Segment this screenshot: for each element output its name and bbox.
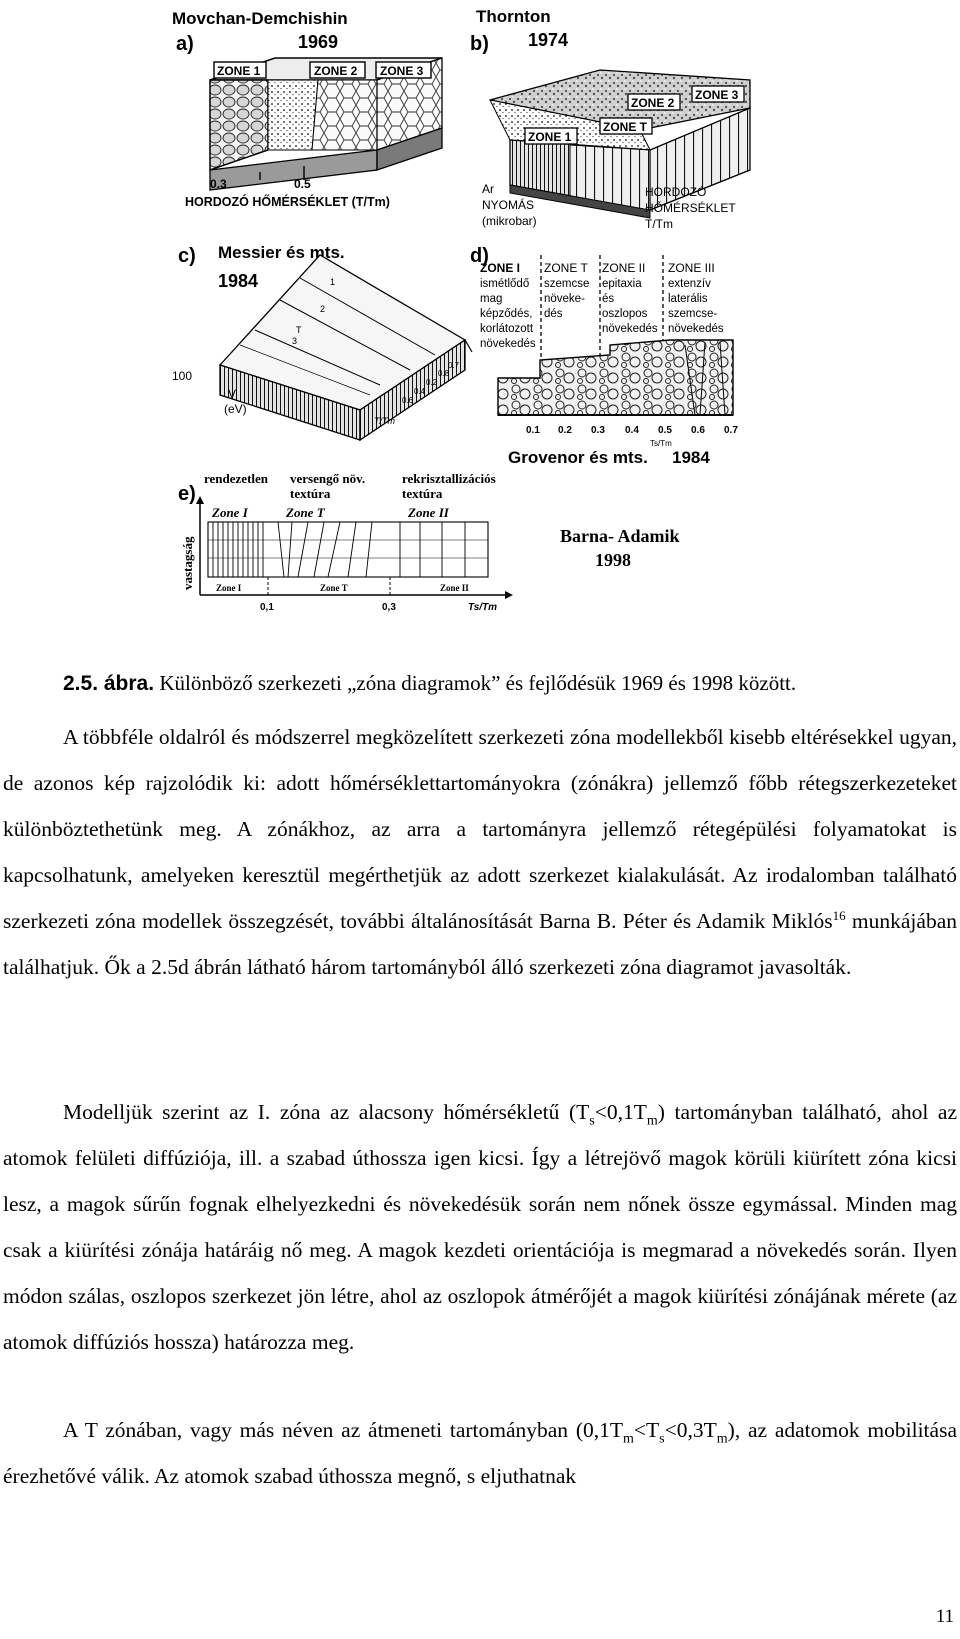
fig-d-zone3-l4: növekedés — [668, 323, 724, 335]
fig-d-axis: Ts/Tm — [650, 439, 672, 448]
paragraph-3-text-c: <0,3T — [664, 1418, 717, 1442]
fig-e-top-label-3a: rekrisztallizációs — [402, 471, 496, 486]
fig-e-author: Barna- Adamik — [560, 526, 680, 546]
fig-c-tick-2: 0.4 — [414, 387, 426, 396]
fig-d-tick-6: 0.6 — [691, 425, 705, 436]
fig-e-bottom-zone-2: Zone T — [320, 583, 348, 593]
fig-d-zone1-l5: növekedés — [480, 338, 536, 350]
fig-d-tick-4: 0.4 — [625, 425, 639, 436]
fig-d-zone1-l3: képződés, — [480, 308, 533, 320]
figure-caption — [63, 670, 796, 697]
fig-d-zone1-l4: korlátozott — [480, 323, 534, 335]
fig-e-y-axis: vastagság — [180, 536, 195, 590]
fig-d-zone3-l1: extenzív — [668, 278, 711, 290]
zone-diagrams-figure — [172, 0, 780, 630]
fig-c-v-axis-line1: V — [228, 387, 237, 401]
fig-d-tick-2: 0.2 — [558, 425, 572, 436]
fig-c-mark-2: 2 — [320, 304, 326, 314]
fig-d-zone2-title: ZONE II — [602, 261, 646, 275]
fig-d-zone2-l3: oszlopos — [602, 308, 648, 320]
fig-d-year: 1984 — [672, 448, 710, 467]
fig-a-zone1: ZONE 1 — [217, 64, 261, 78]
paragraph-1 — [3, 714, 957, 990]
fig-e-letter: e) — [178, 483, 196, 505]
fig-e-top-label-3b: textúra — [402, 486, 443, 501]
fig-b-year: 1974 — [528, 30, 569, 50]
fig-d-microstructure — [498, 340, 733, 415]
fig-b-axis2-line1: HORDOZÓ — [645, 185, 707, 199]
fig-e-tick-2: 0,3 — [382, 602, 396, 613]
paragraph-3-text-a: A T zónában, vagy más néven az átmeneti tartományban (0,1T — [63, 1418, 624, 1442]
fig-c-year: 1984 — [218, 271, 259, 291]
paragraph-2-text-a: Modelljük szerint az I. zóna az alacsony hőmérsékletű (T — [63, 1100, 590, 1124]
fig-c-mark-1: 1 — [330, 277, 336, 287]
fig-d-zone3-title: ZONE III — [668, 261, 715, 275]
fig-e-axis: Ts/Tm — [468, 602, 498, 613]
fig-a-axis: HORDOZÓ HŐMÉRSÉKLET (T/Tm) — [185, 195, 390, 209]
paragraph-2 — [3, 1089, 957, 1365]
fig-d-zone1-l2: mag — [480, 293, 503, 305]
subscript-m: m — [623, 1431, 634, 1447]
fig-b-author: Thornton — [476, 7, 551, 26]
fig-d-zone2-l4: növekedés — [602, 323, 658, 335]
figure-number: 2.5. ábra. — [63, 672, 155, 695]
fig-d-zoneT-l3: dés — [544, 308, 563, 320]
fig-d-tick-5: 0.5 — [658, 425, 672, 436]
fig-c-v-tick: 100 — [172, 369, 193, 383]
fig-d-zoneT-l2: növeke- — [544, 293, 585, 305]
fig-b-axis1-line3: (mikrobar) — [482, 214, 537, 228]
paragraph-2-text-c: ) tartományban található, ahol az atomok felületi diffúziója, ill. a szabad úthossza igen kicsi. Így a létrejövő magok körüli kiürített zóna kicsi lesz, a magok sűrűn fognak elhelyezkedni és növekedésük során nem nőnek össze egymással. Minden mag csak a kiürítési zónája határáig nő meg. A magok kezdeti orientációja is megmarad a növekedés során. Ilyen módon szálas, oszlopos szerkezet jön létre, ahol az oszlopok átmérőjét a magok kiürítési zónájának mérete (az atomok diffúziós hossza) határozza meg. — [3, 1100, 957, 1354]
fig-b-letter: b) — [470, 33, 489, 55]
fig-c-letter: c) — [178, 245, 196, 267]
subscript-m: m — [646, 1113, 658, 1129]
fig-c-tick-3: 0.6 — [402, 396, 414, 405]
fig-d-zone2-l2: és — [602, 293, 615, 305]
fig-b-axis2-line2: HŐMÉRSÉKLET — [645, 201, 736, 215]
fig-a-zone2: ZONE 2 — [314, 64, 358, 78]
fig-d-zone1-title: ZONE I — [480, 261, 521, 275]
page-number: 11 — [935, 1606, 954, 1627]
fig-d-zoneT-l1: szemcse — [544, 278, 590, 290]
fig-d-zoneT-title: ZONE T — [544, 261, 588, 275]
fig-e-year: 1998 — [595, 550, 631, 570]
fig-d-tick-1: 0.1 — [526, 425, 540, 436]
fig-d-tick-7: 0.7 — [724, 425, 738, 436]
fig-c-mark-T: T — [296, 325, 302, 335]
fig-e-top-label-2a: versengő növ. — [290, 471, 366, 486]
reference-16: 16 — [832, 907, 846, 923]
fig-e-top-label-2b: textúra — [290, 486, 331, 501]
fig-d-author: Grovenor és mts. — [508, 448, 648, 467]
fig-c-tick-5: 0.7 — [448, 361, 460, 370]
fig-e-bottom-zone-1: Zone I — [216, 583, 242, 593]
fig-a-tick-1: 0.3 — [210, 177, 227, 191]
figure-caption-text: Különböző szerkezeti „zóna diagramok” és fejlődésük 1969 és 1998 között. — [154, 671, 797, 695]
fig-c-t-axis: T/Tm — [374, 416, 395, 426]
fig-e-zone-label-1: Zone I — [212, 505, 248, 520]
fig-c-v-axis-line2: (eV) — [224, 402, 247, 416]
paragraph-3-text-b: <T — [633, 1418, 660, 1442]
fig-e-top-label-1: rendezetlen — [204, 471, 269, 486]
subscript-m: m — [716, 1431, 728, 1447]
fig-c-author: Messier és mts. — [218, 243, 345, 262]
fig-b-zoneT: ZONE T — [603, 120, 647, 134]
fig-d-zone3-l2: laterális — [668, 293, 708, 305]
fig-d-tick-3: 0.3 — [591, 425, 605, 436]
paragraph-3-text-d: ), az adatomok mobilitása érezhetővé válik. Az atomok szabad úthossza megnő, s eljuthatnak — [3, 1418, 957, 1488]
fig-e-zone-label-3: Zone II — [408, 505, 449, 520]
paragraph-1-end: munkájában találhatjuk. Ők a 2.5d ábrán látható három tartományból álló szerkezeti zóna diagramot javasolták. — [3, 909, 957, 979]
fig-c-tick-1: 0.2 — [426, 378, 438, 387]
paragraph-3 — [3, 1407, 957, 1499]
fig-a-letter: a) — [176, 33, 194, 55]
fig-c-mark-3: 3 — [292, 336, 298, 346]
fig-b-zone1: ZONE 1 — [528, 130, 572, 144]
fig-b-axis1-line2: NYOMÁS — [482, 198, 535, 212]
subscript-s: s — [659, 1431, 665, 1447]
fig-a-year: 1969 — [298, 32, 339, 52]
fig-d-zone3-l3: szemcse- — [668, 308, 718, 320]
fig-b-zone2: ZONE 2 — [631, 96, 675, 110]
fig-a-tick-2: 0.5 — [294, 177, 311, 191]
fig-b-zone3: ZONE 3 — [695, 88, 739, 102]
paragraph-1-text: A többféle oldalról és módszerrel megközelített szerkezeti zóna modellekből kisebb eltérésekkel ugyan, de azonos kép rajzolódik ki: adott hőmérséklettartományokra (zónákra) jellemző főbb rétegszerkezeteket különböztethetünk meg. A zónákhoz, az arra a tartományra jellemző rétegépülési folyamatokat is kapcsolhatunk, amelyeken keresztül megérthetjük az adott szerkezet kialakulását. Az irodalomban található szerkezeti zóna modellek összegzését, további általánosítását Barna B. Péter és Adamik Miklós — [3, 725, 957, 933]
fig-e-tick-1: 0,1 — [260, 602, 274, 613]
fig-d-letter: d) — [470, 245, 489, 267]
fig-b-axis2-line3: T/Tm — [645, 217, 673, 231]
fig-c-tick-4: 0.8 — [438, 369, 450, 378]
paragraph-2-text-b: <0,1T — [594, 1100, 647, 1124]
fig-d-zone1-l1: ismétlődő — [480, 278, 530, 290]
fig-e-zone-label-2: Zone T — [286, 505, 325, 520]
fig-e-bottom-zone-3: Zone II — [440, 583, 469, 593]
fig-b-axis1-line1: Ar — [482, 182, 494, 196]
fig-a-author: Movchan-Demchishin — [172, 9, 348, 28]
subscript-s: s — [589, 1113, 595, 1129]
fig-d-zone2-l1: epitaxia — [602, 278, 642, 290]
fig-a-zone3: ZONE 3 — [380, 64, 424, 78]
